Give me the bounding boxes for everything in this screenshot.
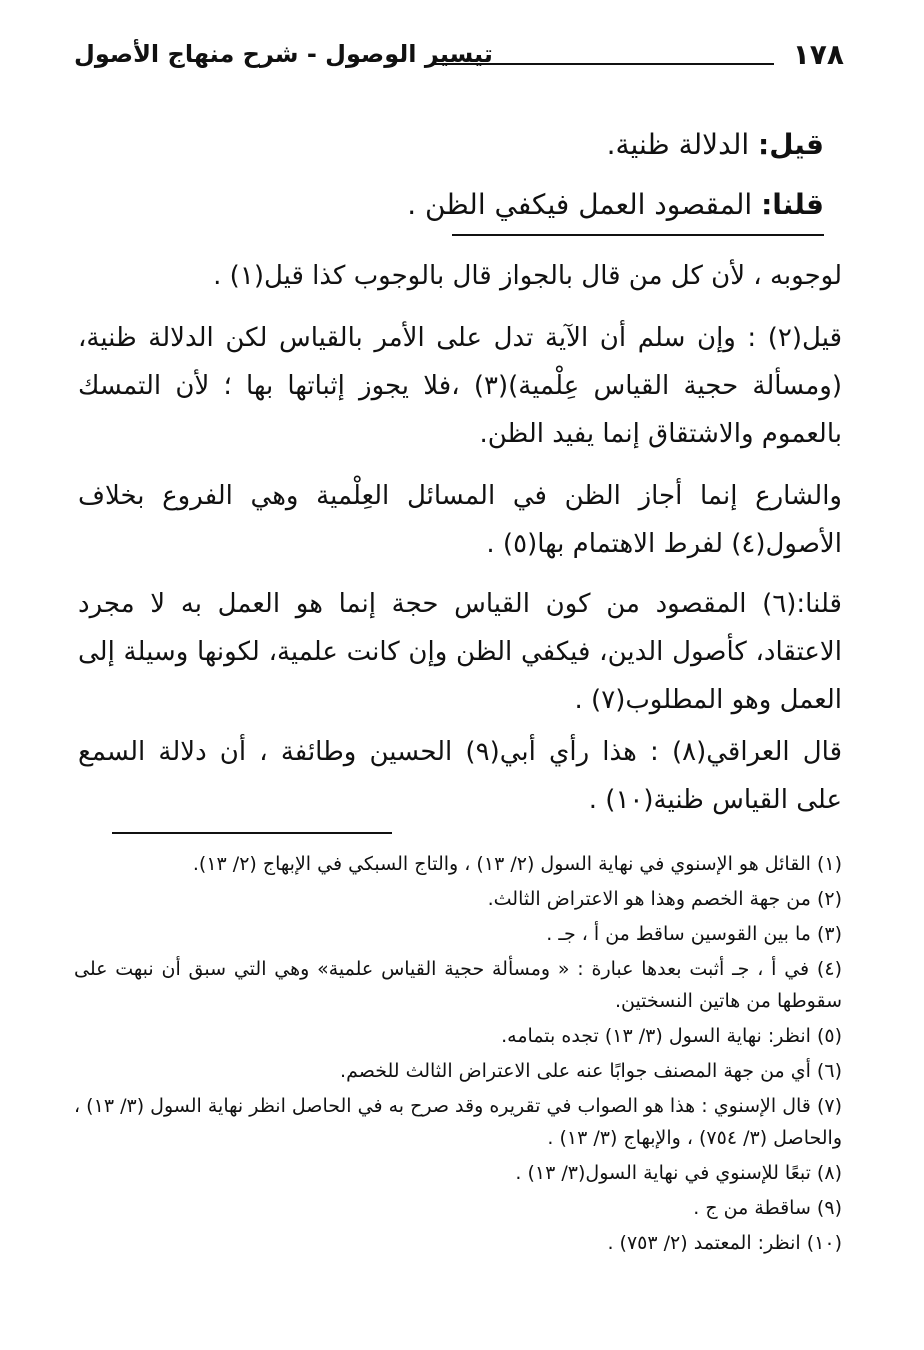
statement-label: قيل: <box>758 128 824 161</box>
statement-label: قلنا: <box>761 188 824 221</box>
footnote: (٤) في أ ، جـ أثبت بعدها عبارة : « ومسألة حجية القياس علمية» وهي التي سبق أن نبهت على سقوطها من هاتين النسختين. <box>74 958 842 1012</box>
footnote: (١٠) انظر: المعتمد (٢/ ٧٥٣) . <box>607 1232 842 1254</box>
statement-text: المقصود العمل فيكفي الظن . <box>407 188 753 221</box>
footnote: (٢) من جهة الخصم وهذا هو الاعتراض الثالث. <box>487 888 842 910</box>
footnotes-list <box>74 848 842 1262</box>
statement-reply <box>407 188 824 221</box>
footnote: (٥) انظر: نهاية السول (٣/ ١٣) تجده بتمامه. <box>501 1025 842 1047</box>
page-header <box>74 38 844 82</box>
statement-rule <box>452 234 824 236</box>
footnote: (١) القائل هو الإسنوي في نهاية السول (٢/ ١٣) ، والتاج السبكي في الإبهاج (٢/ ١٣). <box>192 853 842 875</box>
paragraph: والشارع إنما أجاز الظن في المسائل العِلْمية وهي الفروع بخلاف الأصول(٤) لفرط الاهتمام بها(٥) . <box>78 481 842 559</box>
footnote: (٣) ما بين القوسين ساقط من أ ، جـ . <box>546 923 842 945</box>
footnote: (٨) تبعًا للإسنوي في نهاية السول(٣/ ١٣) . <box>515 1162 842 1184</box>
paragraph: لوجوبه ، لأن كل من قال بالجواز قال بالوجوب كذا قيل(١) . <box>213 261 842 291</box>
footnote: (٧) قال الإسنوي : هذا هو الصواب في تقريره وقد صرح به في الحاصل انظر نهاية السول (٣/ ١٣) ، والحاصل (٣/ ٧٥٤) ، والإبهاج (٣/ ١٣) . <box>74 1095 842 1149</box>
paragraph: قيل(٢) : وإن سلم أن الآية تدل على الأمر بالقياس لكن الدلالة ظنية، (ومسألة حجية القياس عِلْمية)(٣) ،فلا يجوز إثباتها بها ؛ لأن التمسك بالعموم والاشتقاق إنما يفيد الظن. <box>78 323 842 449</box>
statement-objection <box>607 128 824 161</box>
paragraph: قال العراقي(٨) : هذا رأي أبي(٩) الحسين وطائفة ، أن دلالة السمع على القياس ظنية(١٠) . <box>78 737 843 815</box>
footnote: (٩) ساقطة من ج . <box>693 1197 842 1219</box>
paragraph: قلنا:(٦) المقصود من كون القياس حجة إنما هو العمل به لا مجرد الاعتقاد، كأصول الدين، فيكفي الظن وإن كانت علمية، لكونها وسيلة إلى العمل وهو المطلوب(٧) . <box>78 589 842 715</box>
statement-text: الدلالة ظنية. <box>606 128 750 161</box>
page-number: ١٧٨ <box>792 38 844 71</box>
footnote: (٦) أي من جهة المصنف جوابًا عنه على الاعتراض الثالث للخصم. <box>340 1060 842 1082</box>
running-title: تيسير الوصول - شرح منهاج الأصول <box>74 40 493 68</box>
footnote-separator <box>112 832 392 834</box>
